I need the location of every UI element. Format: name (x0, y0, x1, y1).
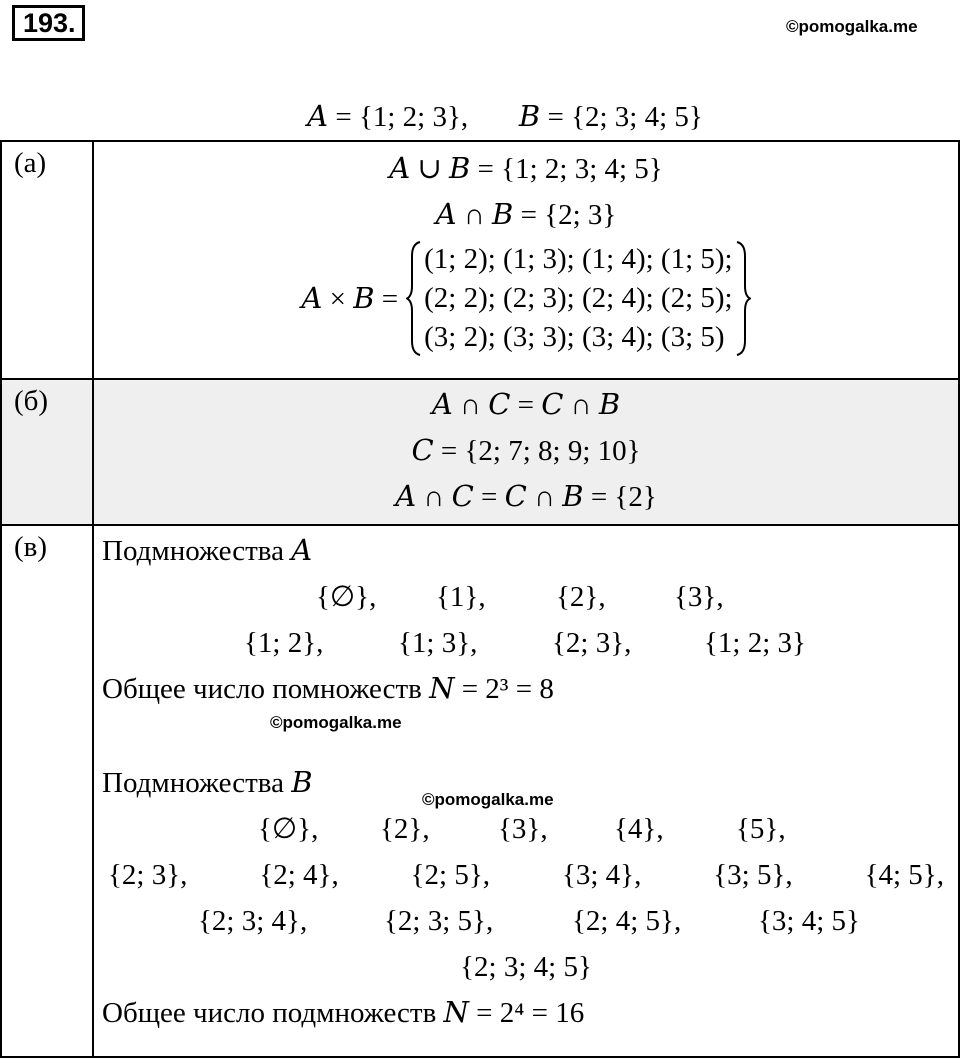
total-subsets-a: Общее число помножеств 𝑁 = 2³ = 8 (102, 673, 554, 705)
part-a-row (1, 141, 959, 379)
cartesian-row-1: (1; 2); (1; 3); (1; 4); (1; 5); (424, 243, 733, 275)
subset-item: {3}, (674, 581, 724, 613)
part-a-content (93, 141, 959, 379)
subset-item: {2}, (556, 581, 606, 613)
cartesian-product (94, 240, 958, 357)
part-b-line-3: 𝐴 ∩ 𝐶 = 𝐶 ∩ 𝐵 = {2} (395, 481, 657, 513)
subset-item: {2; 3}, (552, 627, 632, 659)
union-line: 𝐴 ∪ 𝐵 = {1; 2; 3; 4; 5} (389, 153, 663, 185)
subset-item: {1; 2; 3} (704, 627, 806, 659)
subsets-a-title: Подмножества 𝐴 (102, 535, 313, 567)
subset-item: {3}, (498, 813, 548, 845)
subset-item: {2; 3; 4}, (198, 905, 308, 937)
intersection-line: 𝐴 ∩ 𝐵 = {2; 3} (435, 199, 617, 231)
cartesian-lead: 𝐴 × 𝐵 = (301, 283, 399, 315)
subset-item: {1}, (436, 581, 486, 613)
subsets-a-row-1 (94, 574, 958, 620)
subset-item: {4}, (614, 813, 664, 845)
subset-item: {3; 4}, (561, 859, 642, 891)
watermark-middle: ©pomogalka.me (270, 713, 402, 732)
subset-item: {5}, (736, 813, 786, 845)
subset-item: {4; 5}, (864, 859, 944, 891)
spacer (94, 712, 958, 758)
subset-item: {2; 4; 5}, (572, 905, 682, 937)
subset-item: {2; 3; 5}, (384, 905, 494, 937)
subset-item: {1; 2}, (244, 627, 324, 659)
subsets-a-row-2 (94, 620, 958, 666)
part-b-line-2: 𝐶 = {2; 7; 8; 9; 10} (411, 435, 641, 467)
subset-item: {2; 3}, (108, 859, 188, 891)
subsets-b-title: Подмножества 𝐵 (102, 767, 313, 799)
given-sets: 𝐴 = {1; 2; 3}, 𝐵 = {2; 3; 4; 5} (307, 101, 703, 133)
cartesian-rows (422, 240, 734, 357)
cartesian-body (406, 240, 750, 357)
subset-item: {3; 5}, (713, 859, 793, 891)
cartesian-row-2: (2; 2); (2; 3); (2; 4); (2; 5); (424, 282, 733, 314)
problem-number: 193. (12, 5, 85, 41)
subsets-b-row-4: {2; 3; 4; 5} (460, 951, 592, 983)
solution-table (0, 140, 960, 1058)
subsets-b-row-1 (94, 806, 958, 852)
subset-item: {3; 4; 5} (758, 905, 860, 937)
part-b-line-1: 𝐴 ∩ 𝐶 = 𝐶 ∩ 𝐵 (431, 389, 621, 421)
watermark-top: ©pomogalka.me (786, 17, 918, 36)
subset-item: {2}, (380, 813, 430, 845)
right-brace-icon (735, 240, 751, 357)
watermark-lower: ©pomogalka.me (422, 790, 554, 809)
subset-item: {∅}, (258, 813, 319, 845)
total-subsets-b: Общее число подмножеств 𝑁 = 2⁴ = 16 (102, 997, 585, 1029)
subsets-b-row-2 (94, 852, 958, 898)
cartesian-row-3: (3; 2); (3; 3); (3; 4); (3; 5) (424, 321, 725, 353)
part-b-content (93, 379, 959, 525)
subset-item: {∅}, (316, 581, 377, 613)
left-brace-icon (406, 240, 422, 357)
part-b-row (1, 379, 959, 525)
subset-item: {2; 5}, (410, 859, 491, 891)
subset-item: {2; 4}, (259, 859, 339, 891)
subsets-b-row-3 (94, 898, 958, 944)
part-b-label: (б) (1, 379, 93, 525)
subset-item: {1; 3}, (398, 627, 478, 659)
part-v-label: (в) (1, 525, 93, 1057)
part-a-label: (а) (1, 141, 93, 379)
